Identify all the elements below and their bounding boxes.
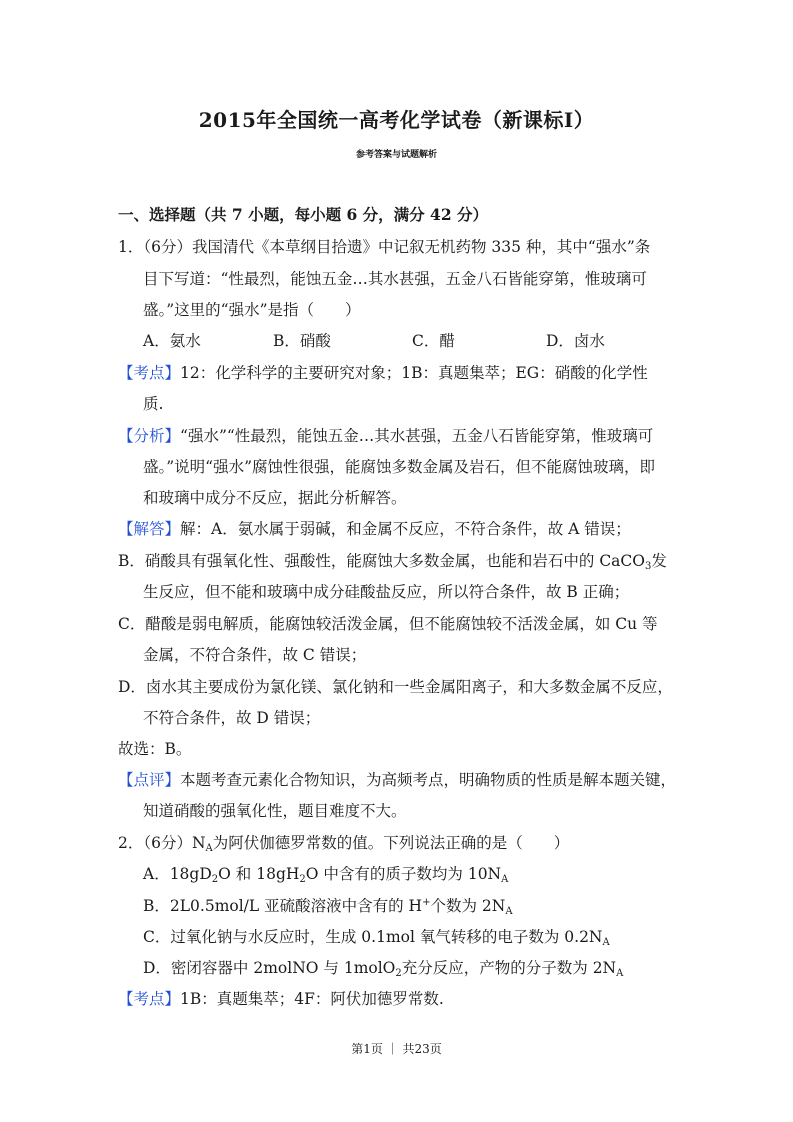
q1-fenxi xyxy=(118,425,653,447)
q1-jieda xyxy=(118,518,631,540)
q1-stem-line-3: 盛。”这里的“强水”是指（ ） xyxy=(143,301,361,319)
q1-explain-d-line-2: 不符合条件，故 D 错误； xyxy=(143,709,321,727)
q1-explain-c-line-1: C．醋酸是弱电解质，能腐蚀较活泼金属，但不能腐蚀较不活泼金属，如 Cu 等 xyxy=(118,615,658,633)
q2-d-part: D．密闭容器中 2molNO 与 1molO xyxy=(143,959,396,977)
q2-stem-text-end: 为阿伏伽德罗常数的值。下列说法正确的是（ ） xyxy=(212,834,570,852)
subscript: A xyxy=(602,937,610,948)
q1-stem-line-2: 目下写道：“性最烈，能蚀五金…其水甚强，五金八石皆能穿第，惟玻璃可 xyxy=(143,270,647,288)
subscript: A xyxy=(505,906,513,917)
page-footer: 第1页 ｜ 共23页 xyxy=(351,1042,442,1056)
q1-explain-b-text-end: 发 xyxy=(651,552,667,570)
q1-stem-line-1: 1．（6分）我国清代《本草纲目拾遗》中记叙无机药物 335 种，其中“强水”条 xyxy=(118,238,651,256)
subscript: A xyxy=(616,968,624,979)
q2-b-part: B．2L0.5mol/L 亚硫酸溶液中含有的 H xyxy=(143,897,423,915)
section-heading: 一、选择题（共 7 小题，每小题 6 分，满分 42 分） xyxy=(118,205,489,224)
q1-option-a: A．氨水 xyxy=(143,332,201,350)
q1-kaodian-text: 12：化学科学的主要研究对象；1B：真题集萃；EG：硝酸的化学性 xyxy=(180,364,648,382)
fenxi-tag: 【分析】 xyxy=(118,427,181,445)
q2-a-part: O 中含有的质子数均为 10N xyxy=(305,865,502,883)
q2-option-d xyxy=(143,957,623,979)
q2-option-a xyxy=(143,863,508,885)
q2-a-part: O 和 18gH xyxy=(218,865,300,883)
q1-fenxi-line-3: 和玻璃中成分不反应，据此分析解答。 xyxy=(143,489,407,507)
superscript: + xyxy=(422,897,431,908)
q1-explain-b-text: B．硝酸具有强氧化性、强酸性，能腐蚀大多数金属，也能和岩石中的 CaCO xyxy=(118,552,645,570)
q1-fenxi-text: “强水”“性最烈，能蚀五金…其水甚强，五金八石皆能穿第，惟玻璃可 xyxy=(180,427,654,445)
q1-dianping xyxy=(118,769,676,791)
q2-option-b xyxy=(143,895,513,917)
q1-dianping-text: 本题考查元素化合物知识，为高频考点，明确物质的性质是解本题关键， xyxy=(180,771,677,789)
q1-kaodian-line-2: 质. xyxy=(143,395,164,413)
subscript: 2 xyxy=(395,968,402,979)
q1-fenxi-line-2: 盛。”说明“强水”腐蚀性很强，能腐蚀多数金属及岩石，但不能腐蚀玻璃，即 xyxy=(143,458,656,476)
q1-explain-b-line-2: 生反应，但不能和玻璃中成分硅酸盐反应，所以符合条件，故 B 正确； xyxy=(143,583,630,601)
q1-explain-b-line-1 xyxy=(118,550,667,572)
q2-stem xyxy=(118,832,569,854)
q2-d-part: 充分反应，产物的分子数为 2N xyxy=(401,959,617,977)
page-subtitle: 参考答案与试题解析 xyxy=(355,150,437,160)
q1-explain-d-line-1: D．卤水其主要成份为氯化镁、氯化钠和一些金属阳离子，和大多数金属不反应， xyxy=(118,678,673,696)
kaodian-tag: 【考点】 xyxy=(118,364,181,382)
q1-jieda-text: 解：A．氨水属于弱碱，和金属不反应，不符合条件，故 A 错误； xyxy=(180,520,631,538)
q1-explain-c-line-2: 金属，不符合条件，故 C 错误； xyxy=(143,646,367,664)
q2-kaodian xyxy=(118,988,444,1010)
subscript: 2 xyxy=(211,874,219,885)
kaodian-tag: 【考点】 xyxy=(118,990,181,1008)
q1-option-d: D．卤水 xyxy=(546,332,605,350)
page-title: 2015年全国统一高考化学试卷（新课标I） xyxy=(198,108,595,132)
q1-kaodian xyxy=(118,362,648,384)
q1-dianping-line-2: 知道硝酸的强氧化性，题目难度不大。 xyxy=(143,802,407,820)
q2-option-c xyxy=(143,926,610,948)
q1-choice: 故选：B。 xyxy=(118,740,192,758)
subscript: 2 xyxy=(299,874,306,885)
dianping-tag: 【点评】 xyxy=(118,771,181,789)
q2-c-part: C．过氧化钠与水反应时，生成 0.1mol 氧气转移的电子数为 0.2N xyxy=(143,928,603,946)
q1-option-b: B．硝酸 xyxy=(273,332,331,350)
q2-b-part: 个数为 2N xyxy=(430,897,506,915)
subscript: A xyxy=(501,874,509,885)
subscript: 3 xyxy=(645,561,652,572)
q2-stem-text: 2．（6分）N xyxy=(118,834,206,852)
q1-option-c: C．醋 xyxy=(412,332,455,350)
q2-a-part: A．18gD xyxy=(143,865,212,883)
subscript: A xyxy=(205,843,213,854)
q2-kaodian-text: 1B：真题集萃；4F：阿伏加德罗常数. xyxy=(180,990,444,1008)
jieda-tag: 【解答】 xyxy=(118,520,181,538)
